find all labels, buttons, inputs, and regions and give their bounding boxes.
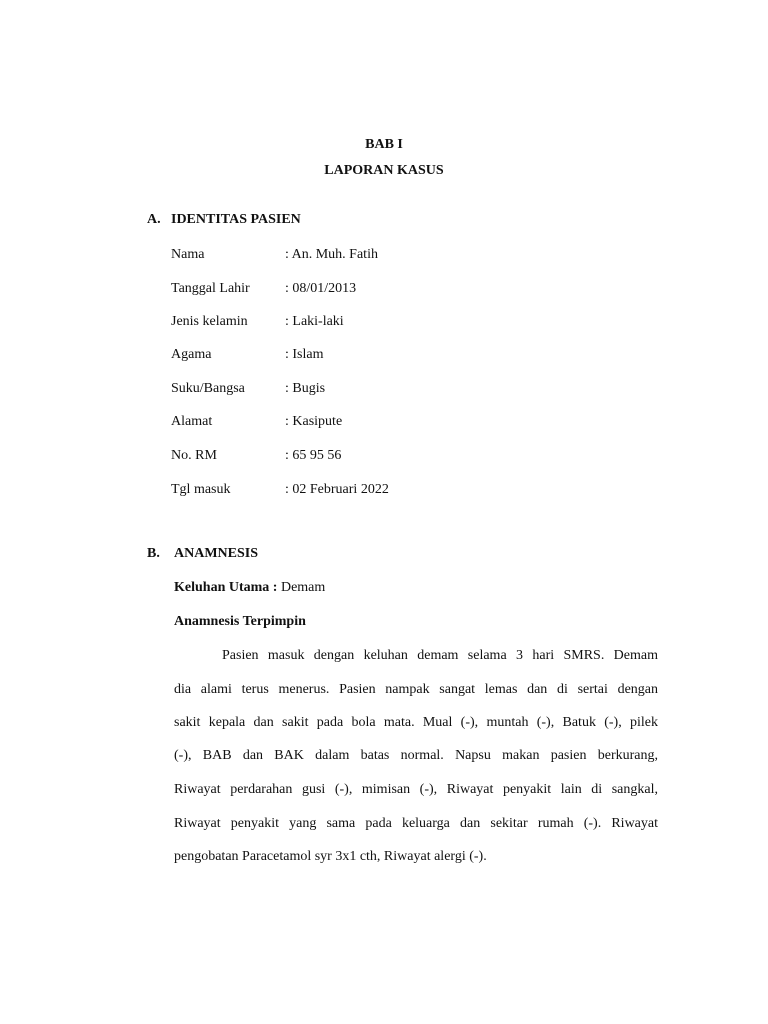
identity-label: No. RM <box>171 448 217 463</box>
identity-value: : An. Muh. Fatih <box>285 247 378 262</box>
identity-row-alamat <box>171 414 342 430</box>
identity-label: Tgl masuk <box>171 482 231 497</box>
chapter-title: LAPORAN KASUS <box>324 163 444 178</box>
identity-value: : 08/01/2013 <box>285 281 357 296</box>
keluhan-utama-label: Keluhan Utama : <box>174 580 278 595</box>
identity-label: Suku/Bangsa <box>171 381 245 396</box>
identity-value: : Bugis <box>285 381 326 396</box>
section-b-letter: B. <box>147 546 160 561</box>
identity-value: : 02 Februari 2022 <box>285 482 389 497</box>
anamnesis-subheading <box>174 614 306 630</box>
identity-label: Alamat <box>171 414 213 429</box>
identity-row-tgl-masuk <box>171 482 389 498</box>
section-b-heading <box>147 546 258 562</box>
paragraph-line: pengobatan Paracetamol syr 3x1 cth, Riwayat alergi (-). <box>174 849 487 864</box>
paragraph-line: sakit kepala dan sakit pada bola mata. Mual (-), muntah (-), Batuk (-), pilek <box>174 715 658 730</box>
paragraph-line: (-), BAB dan BAK dalam batas normal. Napsu makan pasien berkurang, <box>174 748 658 763</box>
section-a-heading <box>147 212 301 228</box>
paragraph-line: Pasien masuk dengan keluhan demam selama 3 hari SMRS. Demam <box>222 648 658 663</box>
paragraph-line: Riwayat perdarahan gusi (-), mimisan (-), Riwayat penyakit lain di sangkal, <box>174 782 658 797</box>
section-b-title: ANAMNESIS <box>174 546 259 561</box>
identity-row-nama <box>171 247 378 263</box>
section-a-title: IDENTITAS PASIEN <box>171 212 301 227</box>
paragraph-line: Riwayat penyakit yang sama pada keluarga dan sekitar rumah (-). Riwayat <box>174 816 658 831</box>
keluhan-utama <box>174 580 325 596</box>
identity-row-tanggal-lahir <box>171 281 356 297</box>
identity-label: Agama <box>171 347 212 362</box>
section-a-letter: A. <box>147 212 161 227</box>
identity-row-no-rm <box>171 448 341 464</box>
identity-label: Jenis kelamin <box>171 314 248 329</box>
identity-value: : 65 95 56 <box>285 448 342 463</box>
identity-row-agama <box>171 347 324 363</box>
paragraph-line: dia alami terus menerus. Pasien nampak sangat lemas dan di sertai dengan <box>174 682 658 697</box>
anamnesis-terpimpin-title: Anamnesis Terpimpin <box>174 614 306 629</box>
identity-row-suku-bangsa <box>171 381 325 397</box>
chapter-number: BAB I <box>365 137 403 152</box>
identity-value: : Laki-laki <box>285 314 344 329</box>
keluhan-utama-value: Demam <box>277 580 326 595</box>
identity-label: Tanggal Lahir <box>171 281 250 296</box>
identity-label: Nama <box>171 247 205 262</box>
identity-value: : Islam <box>285 347 324 362</box>
identity-value: : Kasipute <box>285 414 343 429</box>
identity-row-jenis-kelamin <box>171 314 344 330</box>
